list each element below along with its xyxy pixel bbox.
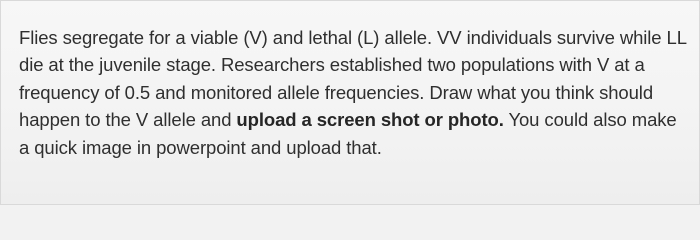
- question-tail: You could also make a quick image in powerpoint and upload that.: [19, 109, 677, 158]
- question-emphasis: upload a screen shot or photo.: [236, 109, 504, 131]
- question-lead: Flies segregate for a viable (V) and lethal (L) allele. VV individuals survive while LL die at the juvenile stage. Researchers established two populations with V at a frequency of 0.5 and monitored allele frequencies. Draw what you think should happen to the V allele and: [19, 27, 687, 131]
- question-text: [19, 24, 691, 161]
